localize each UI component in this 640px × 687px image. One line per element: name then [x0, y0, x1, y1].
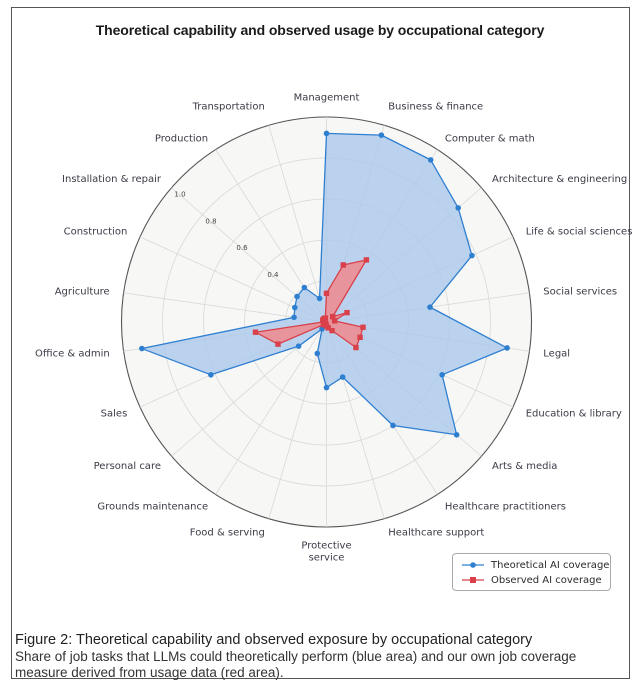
legend-item-observed [461, 573, 602, 587]
theoretical-point [208, 372, 214, 378]
legend [452, 553, 611, 591]
category-label: Personal care [93, 460, 161, 472]
chart-title: Theoretical capability and observed usage by occupational category [95, 22, 545, 38]
theoretical-point [314, 351, 320, 357]
observed-point [364, 257, 369, 262]
category-label: Management [293, 92, 360, 104]
caption-title: Figure 2: Theoretical capability and observed exposure by occupational category [15, 632, 533, 648]
theoretical-point [469, 253, 475, 259]
category-label: Sales [100, 408, 128, 420]
category-label: Business & finance [388, 101, 484, 113]
category-label: Production [154, 133, 209, 145]
observed-point [344, 310, 349, 315]
theoretical-point [139, 346, 145, 352]
category-label: Protective service [301, 540, 352, 564]
category-label: Legal [543, 348, 571, 360]
theoretical-point [340, 374, 346, 380]
observed-point [253, 330, 258, 335]
legend-label-theoretical: Theoretical AI coverage [491, 559, 610, 571]
observed-point [332, 318, 337, 323]
category-label: Transportation [192, 101, 265, 113]
radial-tick-label: 0.4 [267, 271, 279, 280]
category-label: Installation & repair [62, 174, 161, 186]
category-label: Arts & media [492, 460, 558, 472]
category-label: Social services [543, 286, 618, 298]
category-label: Architecture & engineering [492, 174, 628, 186]
theoretical-point [302, 285, 308, 291]
category-label: Education & library [525, 408, 622, 420]
category-label: Construction [63, 226, 128, 238]
category-label: Healthcare support [388, 527, 485, 539]
category-label: Grounds maintenance [97, 501, 209, 513]
theoretical-point [292, 305, 298, 311]
theoretical-point [439, 372, 445, 378]
theoretical-point [291, 315, 297, 321]
theoretical-point [454, 432, 460, 438]
theoretical-point [296, 343, 302, 349]
theoretical-point [455, 205, 461, 211]
caption-body: Share of job tasks that LLMs could theoretically perform (blue area) and our own job coverage measure derived from usage data (red area). [15, 649, 577, 680]
theoretical-point [390, 423, 396, 429]
observed-point [360, 325, 365, 330]
theoretical-point [504, 345, 510, 351]
category-label: Agriculture [54, 286, 110, 298]
category-label: Food & serving [189, 527, 265, 539]
observed-point [323, 315, 328, 320]
legend-item-theoretical [461, 558, 609, 572]
category-label: Computer & math [444, 133, 535, 145]
theoretical-point [317, 296, 323, 302]
radial-tick-label: 0.8 [205, 217, 217, 226]
theoretical-point [428, 157, 434, 163]
observed-point [324, 291, 329, 296]
observed-point [275, 341, 280, 346]
theoretical-point [324, 131, 330, 137]
observed-point [357, 335, 362, 340]
theoretical-point [294, 294, 300, 300]
category-label: Life & social sciences [525, 226, 633, 238]
category-label: Office & admin [35, 348, 110, 360]
theoretical-point [379, 132, 385, 138]
observed-point [341, 262, 346, 267]
theoretical-point [427, 304, 433, 310]
radial-tick-label: 0.6 [236, 244, 248, 253]
legend-marker-circle-icon [461, 560, 485, 570]
category-label: Healthcare practitioners [444, 501, 567, 513]
theoretical-point [324, 385, 330, 391]
legend-marker-square-icon [461, 575, 485, 585]
observed-point [353, 345, 358, 350]
figure-caption [15, 632, 627, 681]
legend-label-observed: Observed AI coverage [491, 574, 602, 586]
radial-tick-label: 1.0 [174, 190, 186, 199]
